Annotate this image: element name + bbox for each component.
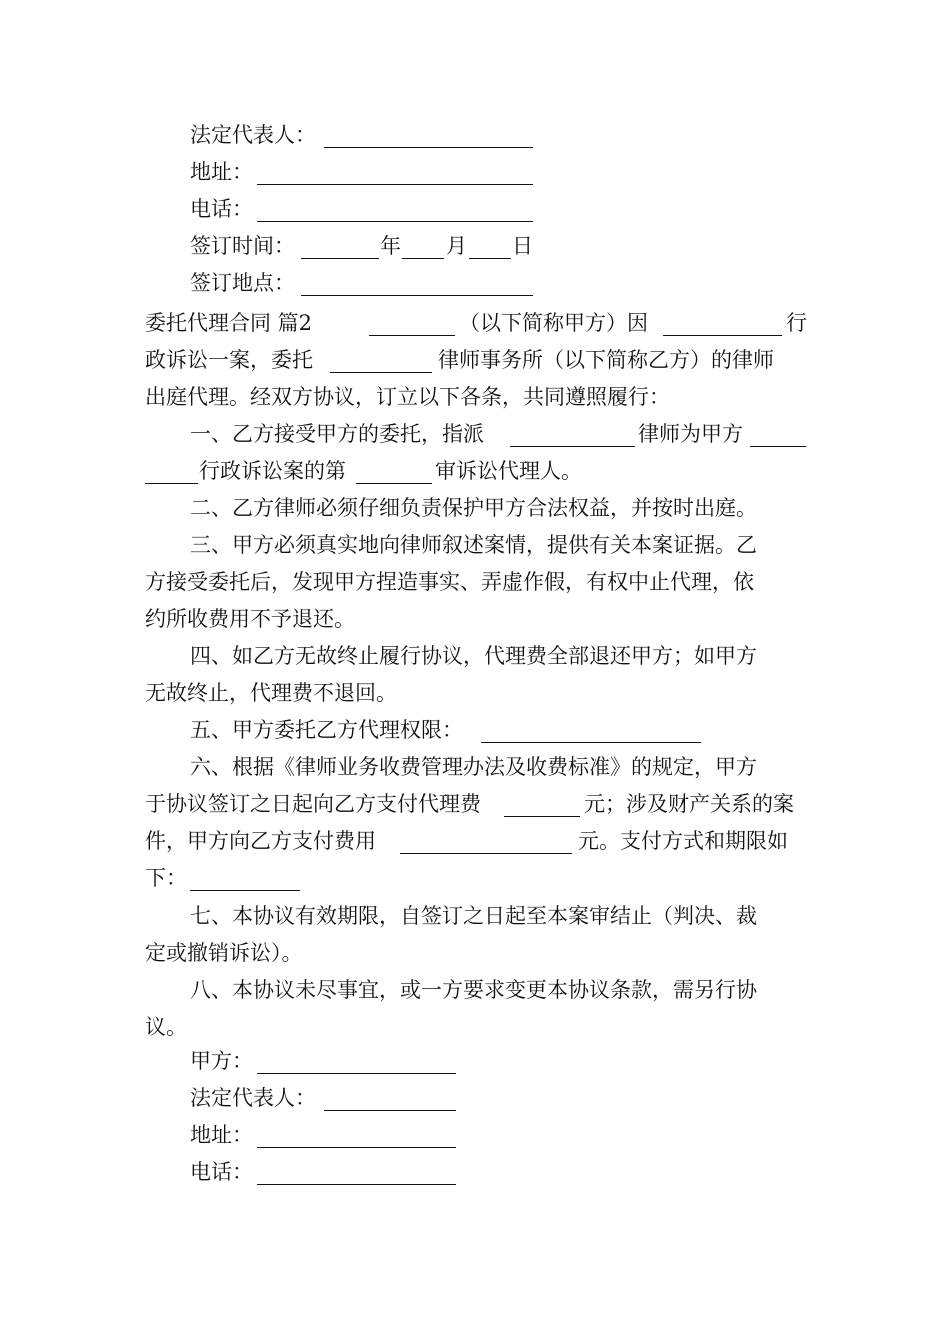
clause-1-text-2: 律师为甲方 <box>638 422 743 446</box>
clause-1-line-2 <box>0 453 950 490</box>
agency-fee-blank <box>504 816 580 817</box>
authority-blank <box>481 742 701 743</box>
phone-label: 电话： <box>190 197 253 221</box>
payment-terms-blank <box>190 890 300 891</box>
case-name-blank-b <box>145 483 198 484</box>
phone-line-b <box>0 1154 950 1191</box>
address-line <box>0 154 950 191</box>
intro-text-1: （以下简称甲方）因 <box>459 311 648 335</box>
case-blank <box>663 335 782 336</box>
intro-text-2: 行 <box>786 311 807 335</box>
clause-2-text: 二、乙方律师必须仔细负责保护甲方合法权益，并按时出庭。 <box>190 496 757 520</box>
clause-5-text: 五、甲方委托乙方代理权限： <box>190 718 463 742</box>
clause-7-text-1: 七、本协议有效期限，自签订之日起至本案审结止（判决、裁 <box>190 904 757 928</box>
party-a-line <box>0 1043 950 1080</box>
clause-1-text-3: 行政诉讼案的第 <box>199 459 346 483</box>
clause-6-line-3 <box>0 823 950 860</box>
clause-8-text-1: 八、本协议未尽事宜，或一方要求变更本协议条款，需另行协 <box>190 978 757 1002</box>
sign-place-label: 签订地点： <box>190 271 295 295</box>
clause-3-line-3 <box>0 601 950 638</box>
clause-4-text-2: 无故终止，代理费不退回。 <box>145 681 397 705</box>
day-blank <box>469 258 511 259</box>
clause-6-text-4: 件，甲方向乙方支付费用 <box>145 829 376 853</box>
clause-6-line-1 <box>0 749 950 786</box>
intro-text-3: 政诉讼一案，委托 <box>145 348 313 372</box>
clause-4-line-1 <box>0 638 950 675</box>
clause-6-text-3: 元；涉及财产关系的案 <box>584 792 794 816</box>
phone-blank <box>257 221 533 222</box>
sign-time-label: 签订时间： <box>190 234 295 258</box>
month-text: 月 <box>446 234 467 258</box>
year-text: 年 <box>380 234 401 258</box>
intro-text-4: 律师事务所（以下简称乙方）的律师 <box>438 348 774 372</box>
sign-place-blank <box>301 295 533 296</box>
legal-rep-label-b: 法定代表人： <box>190 1086 316 1110</box>
clause-8-text-2: 议。 <box>145 1015 187 1039</box>
clause-6-text-5: 元。支付方式和期限如 <box>578 829 788 853</box>
legal-rep-label: 法定代表人： <box>190 123 316 147</box>
clause-7-line-1 <box>0 898 950 935</box>
legal-rep-blank-b <box>324 1110 456 1111</box>
intro-line-2 <box>0 342 950 379</box>
trial-level-blank <box>356 483 432 484</box>
clause-8-line-1 <box>0 972 950 1009</box>
party-a-blank <box>257 1073 456 1074</box>
clause-6-text-6: 下： <box>145 866 187 890</box>
clause-7-text-2: 定或撤销诉讼）。 <box>145 941 303 965</box>
address-line-b <box>0 1117 950 1154</box>
clause-6-line-4 <box>0 860 950 897</box>
case-name-blank-a <box>750 446 806 447</box>
address-blank <box>257 184 533 185</box>
address-label: 地址： <box>190 160 253 184</box>
law-firm-blank <box>330 372 432 373</box>
clause-3-text-1: 三、甲方必须真实地向律师叙述案情，提供有关本案证据。乙 <box>190 533 757 557</box>
clause-7-line-2 <box>0 935 950 972</box>
intro-text-5: 出庭代理。经双方协议，订立以下各条，共同遵照履行： <box>145 385 670 409</box>
lawyer-name-blank <box>510 446 635 447</box>
sign-time-line <box>0 228 950 265</box>
title-line <box>0 305 950 342</box>
clause-3-line-1 <box>0 527 950 564</box>
contract-title: 委托代理合同 篇2 <box>145 311 313 335</box>
day-text: 日 <box>512 234 533 258</box>
address-blank-b <box>257 1147 456 1148</box>
clause-2-line <box>0 490 950 527</box>
clause-1-line-1 <box>0 416 950 453</box>
party-a-label: 甲方： <box>190 1049 253 1073</box>
clause-5-line <box>0 712 950 749</box>
clause-8-line-2 <box>0 1009 950 1046</box>
clause-3-text-2: 方接受委托后，发现甲方捏造事实、弄虚作假，有权中止代理，依 <box>145 570 754 594</box>
clause-6-text-1: 六、根据《律师业务收费管理办法及收费标准》的规定，甲方 <box>190 755 757 779</box>
clause-3-text-3: 约所收费用不予退还。 <box>145 607 355 631</box>
clause-3-line-2 <box>0 564 950 601</box>
clause-6-text-2: 于协议签订之日起向乙方支付代理费 <box>145 792 481 816</box>
sign-place-line <box>0 265 950 302</box>
address-label-b: 地址： <box>190 1123 253 1147</box>
property-fee-blank <box>400 853 572 854</box>
intro-line-3 <box>0 379 950 416</box>
party-a-name-blank <box>369 335 455 336</box>
clause-4-line-2 <box>0 675 950 712</box>
legal-rep-line-b <box>0 1080 950 1117</box>
phone-line <box>0 191 950 228</box>
clause-1-text-4: 审诉讼代理人。 <box>435 459 582 483</box>
clause-4-text-1: 四、如乙方无故终止履行协议，代理费全部退还甲方；如甲方 <box>190 644 757 668</box>
month-blank <box>402 258 444 259</box>
phone-label-b: 电话： <box>190 1160 253 1184</box>
clause-1-text-1: 一、乙方接受甲方的委托，指派 <box>190 422 484 446</box>
clause-6-line-2 <box>0 786 950 823</box>
legal-rep-line <box>0 117 950 154</box>
year-blank <box>301 258 379 259</box>
legal-rep-blank <box>324 147 533 148</box>
phone-blank-b <box>257 1184 456 1185</box>
